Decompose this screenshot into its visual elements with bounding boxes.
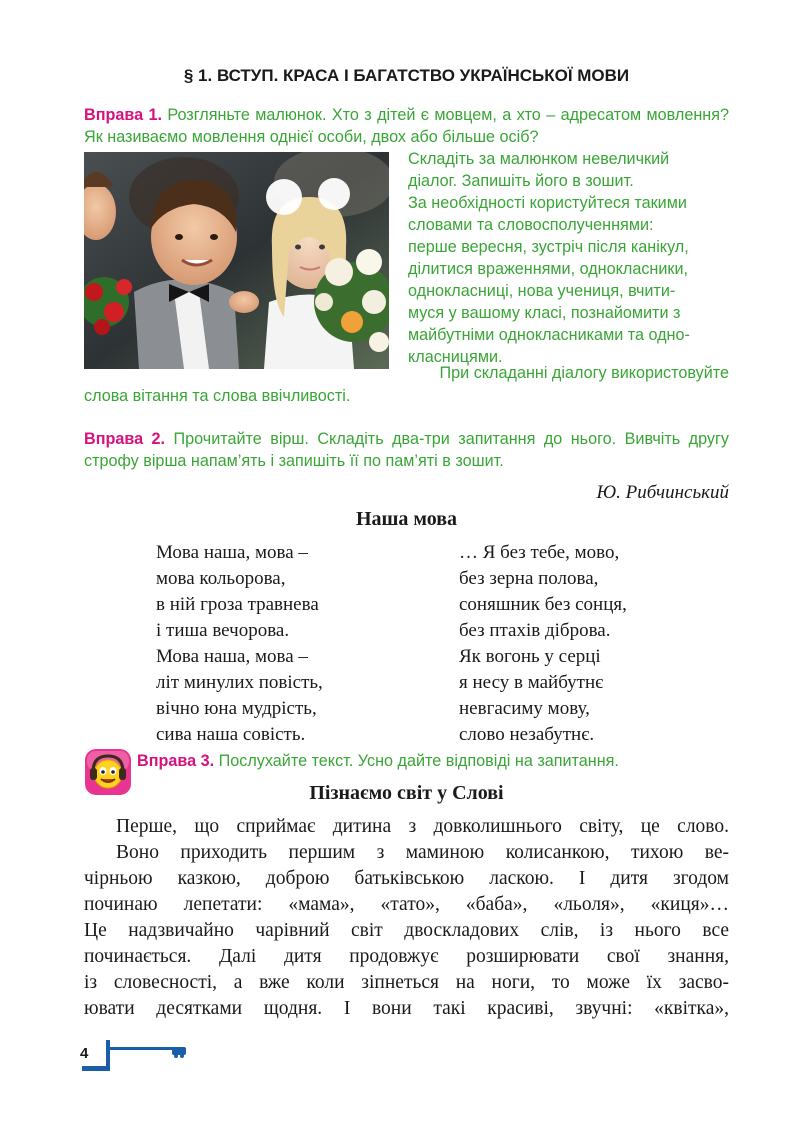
exercise-1-continuation: слова вітання та слова ввічливості. bbox=[84, 387, 351, 405]
exercise-1-label: Вправа 1. bbox=[84, 106, 162, 124]
task-line: перше вересня, зустріч після канікул, bbox=[408, 238, 689, 256]
text-line: чірньою казкою, доброю батьківською ласкою. І дитя згодом bbox=[84, 868, 729, 889]
exercise-2-label: Вправа 2. bbox=[84, 430, 166, 448]
footer-decoration bbox=[82, 1038, 192, 1074]
poem-line: невгасиму мову, bbox=[459, 698, 590, 719]
poem-line: і тиша вечорова. bbox=[156, 620, 290, 641]
poem-line: слово незабутнє. bbox=[459, 724, 595, 745]
poem-line: Як вогонь у серці bbox=[459, 646, 601, 667]
schoolchildren-photo bbox=[84, 152, 389, 369]
poem-line: мова кольорова, bbox=[156, 568, 286, 589]
poem-line: літ минулих повість, bbox=[156, 672, 323, 693]
poem-line: соняшник без сонця, bbox=[459, 594, 627, 615]
reading-text bbox=[84, 814, 729, 1022]
text-line: Це надзвичайно чарівний світ двоскладових слів, із нього все bbox=[84, 920, 729, 941]
page-number: 4 bbox=[80, 1045, 89, 1062]
section-heading: § 1. ВСТУП. КРАСА І БАГАТСТВО УКРАЇНСЬКОЇ МОВИ bbox=[183, 66, 630, 85]
exercise-1-intro-text: Розгляньте малюнок. Хто з дітей є мовцем, а хто – адресатом мовлення? Як називаємо мовлення однієї особи, двох або більше осіб? bbox=[84, 106, 729, 146]
task-line: діалог. Запишіть його в зошит. bbox=[408, 172, 634, 190]
exercise-3-intro-text: Послухайте текст. Усно дайте відповіді на запитання. bbox=[218, 752, 619, 770]
exercise-1-task-text bbox=[408, 148, 729, 368]
task-line: За необхідності користуйтеся такими bbox=[408, 194, 687, 212]
text-title: Пізнаємо світ у Слові bbox=[309, 782, 504, 804]
text-line: Перше, що сприймає дитина з довколишнього світу, це слово. bbox=[116, 816, 729, 837]
task-line: словами та словосполученнями: bbox=[408, 216, 654, 234]
exercise-1-last-line: При складанні діалогу використовуйте bbox=[439, 364, 729, 382]
text-line: ювати десятками щодня. І вони такі красиві, звучні: «квітка», bbox=[84, 998, 729, 1019]
poem-stanza-left bbox=[156, 540, 323, 748]
text-line: починається. Далі дитя продовжує розширювати свої знання, bbox=[84, 946, 729, 967]
poem-line: без птахів діброва. bbox=[459, 620, 611, 641]
exercise-3-intro bbox=[137, 750, 737, 772]
task-line: майбутніми однокласниками та одно- bbox=[408, 326, 690, 344]
text-line: починаю лепетати: «мама», «тато», «баба», «льоля», «киця»… bbox=[84, 894, 729, 915]
poem-line: в ній гроза травнева bbox=[156, 594, 319, 615]
poem-line: Мова наша, мова – bbox=[156, 646, 308, 667]
poem-author: Ю. Рибчинський bbox=[596, 482, 729, 503]
poem-line: … Я без тебе, мово, bbox=[459, 542, 620, 563]
exercise-1-intro bbox=[84, 104, 729, 148]
poem-line: Мова наша, мова – bbox=[156, 542, 308, 563]
task-line: однокласниці, нова учениця, вчити- bbox=[408, 282, 676, 300]
poem-line: вічно юна мудрість, bbox=[156, 698, 317, 719]
exercise-3-label: Вправа 3. bbox=[137, 752, 215, 770]
task-line: муся у вашому класі, познайомити з bbox=[408, 304, 681, 322]
exercise-2-intro-text: Прочитайте вірш. Складіть два-три запитання до нього. Вивчіть другу строфу вірша напам’ять і запишіть її по пам’яті в зошит. bbox=[84, 430, 729, 470]
poem-line: сива наша совість. bbox=[156, 724, 306, 745]
task-line: Складіть за малюнком невеличкий bbox=[408, 150, 670, 168]
poem-title: Наша мова bbox=[355, 508, 458, 530]
task-line: ділитися враженнями, однокласники, bbox=[408, 260, 689, 278]
text-line: із словесності, а вже коли зіпнеться на ноги, то може їх засво- bbox=[84, 972, 729, 993]
text-line: Воно приходить першим з маминою колисанкою, тихою ве- bbox=[116, 842, 729, 863]
poem-line: без зерна полова, bbox=[459, 568, 599, 589]
exercise-2-intro bbox=[84, 428, 729, 472]
poem-line: я несу в майбутнє bbox=[459, 672, 604, 693]
task-line: класницями. bbox=[408, 348, 503, 366]
poem-stanza-right bbox=[459, 540, 627, 748]
